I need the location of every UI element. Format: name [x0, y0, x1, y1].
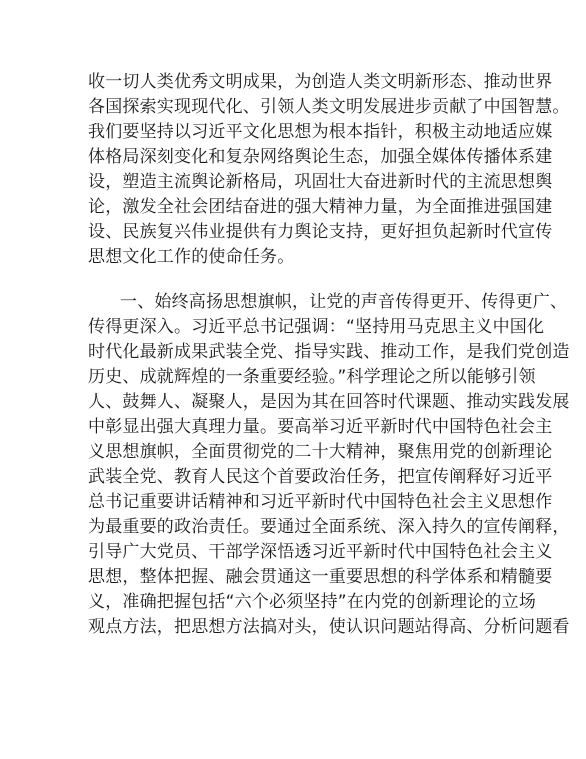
text-line: 义思想旗帜，全面贯彻党的二十大精神，聚焦用党的创新理论 — [88, 442, 553, 462]
text-line: 武装全党、教育人民这个首要政治任务，把宣传阐释好习近平 — [88, 467, 553, 487]
text-line: 历史、成就辉煌的一条重要经验。”科学理论之所以能够引领 — [88, 367, 536, 387]
text-line: 一、始终高扬思想旗帜，让党的声音传得更开、传得更广、 — [120, 292, 568, 312]
text-line: 收一切人类优秀文明成果，为创造人类文明新形态、推动世界 — [88, 72, 553, 92]
text-line: 观点方法，把思想方法搞对头，使认识问题站得高、分析问题看 — [88, 617, 570, 637]
text-line: 各国探索实现现代化、引领人类文明发展进步贡献了中国智慧。 — [88, 97, 570, 117]
document-body — [88, 70, 570, 640]
text-line: 人、鼓舞人、凝聚人，是因为其在回答时代课题、推动实践发展 — [88, 392, 570, 412]
text-line: 思想，整体把握、融会贯通这一重要思想的科学体系和精髓要 — [88, 567, 553, 587]
paragraph-2 — [88, 290, 570, 640]
text-line: 传得更深入。习近平总书记强调：“坚持用马克思主义中国化 — [88, 317, 545, 337]
text-line: 设，塑造主流舆论新格局，巩固壮大奋进新时代的主流思想舆 — [88, 172, 553, 192]
text-line: 设、民族复兴伟业提供有力舆论支持，更好担负起新时代宣传 — [88, 222, 553, 242]
text-line: 思想文化工作的使命任务。 — [88, 247, 295, 267]
text-line: 为最重要的政治责任。要通过全面系统、深入持久的宣传阐释， — [88, 517, 570, 537]
text-line: 时代化最新成果武装全党、指导实践、推动工作，是我们党创造 — [88, 342, 570, 362]
text-line: 体格局深刻变化和复杂网络舆论生态，加强全媒体传播体系建 — [88, 147, 553, 167]
text-line: 义，准确把握包括“六个必须坚持”在内党的创新理论的立场 — [88, 592, 537, 612]
text-line: 论，激发全社会团结奋进的强大精神力量，为全面推进强国建 — [88, 197, 553, 217]
text-line: 总书记重要讲话精神和习近平新时代中国特色社会主义思想作 — [88, 492, 553, 512]
text-line: 引导广大党员、干部学深悟透习近平新时代中国特色社会主义 — [88, 542, 553, 562]
paragraph-spacer — [88, 270, 508, 290]
text-line: 我们要坚持以习近平文化思想为根本指针，积极主动地适应媒 — [88, 122, 553, 142]
text-line: 中彰显出强大真理力量。要高举习近平新时代中国特色社会主 — [88, 417, 553, 437]
paragraph-1 — [88, 70, 570, 270]
